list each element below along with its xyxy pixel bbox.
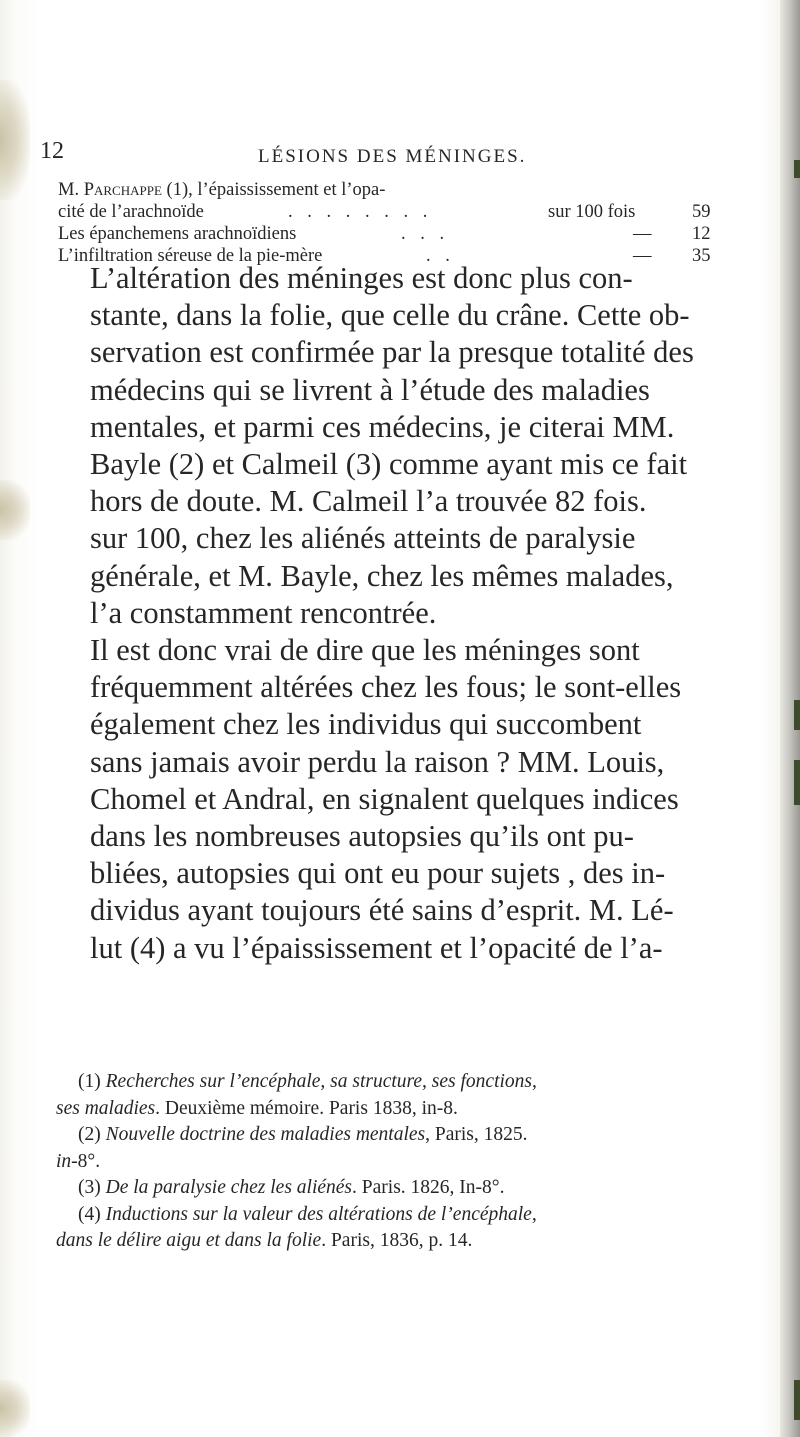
footnote-text: . Paris, 1836, p. 14. [321,1230,473,1251]
text-line: sans jamais avoir perdu la raison ? MM. Louis, [90,744,665,779]
footnote-text: -8°. [71,1150,101,1172]
footnote [56,1069,766,1096]
stat-value: 59 [692,202,711,222]
footnote-continuation [56,1228,766,1255]
book-spine-edge [780,0,800,1437]
footnote-continuation [56,1096,766,1123]
text-line: Chomel et Andral, en signalent quelques indices [90,781,679,816]
text-line: servation est confirmée par la presque totalité des [90,335,694,370]
leader-dots: . . . . . . . . [288,202,433,222]
leader-dots: . . . [401,224,450,244]
text-line: Bayle (2) et Calmeil (3) comme ayant mis ce fait [90,447,688,482]
stat-text: (1), l’épaississement et l’opa- [161,180,386,200]
footnote-title: ses maladies [56,1097,156,1119]
statistics-table [58,179,758,267]
footnote-text: . Deuxième mémoire. Paris 1838, in-8. [155,1097,458,1119]
page-stain [0,80,30,200]
footnote [56,1175,766,1202]
text-line: lut (4) a vu l’épaississement et l’opacité de l’a- [90,930,663,965]
stat-text: cité de l’arachnoïde [58,202,204,222]
stat-row [58,201,758,223]
text-line: stante, dans la folie, que celle du crâne. Cette ob- [90,298,690,333]
footnote-mark: (4) [78,1203,106,1225]
footnote-title: dans le délire aigu et dans la folie [56,1230,322,1251]
text-line: bliées, autopsies qui ont eu pour sujets , des in- [90,856,666,891]
page-number: 12 [40,138,64,164]
text-line: fréquemment altérées chez les fous; le sont-elles [90,670,682,705]
text-line: sur 100, chez les aliénés atteints de paralysie [90,521,636,556]
text-line: également chez les individus qui succombent [90,707,642,742]
stat-value: 35 [692,246,711,266]
text-line: dans les nombreuses autopsies qu’ils ont pu- [90,819,634,854]
text-line: mentales, et parmi ces médecins, je citerai MM. [90,409,675,444]
stat-text: Les épanchemens arachnoïdiens [58,224,297,244]
footnote-title: De la paralysie chez les aliénés [105,1177,353,1198]
stat-row [58,223,758,245]
binding-mark [794,760,800,805]
footnote-continuation [56,1149,766,1176]
text-line: L’altération des méninges est donc plus con- [90,261,633,295]
footnote [56,1202,766,1229]
text-line: dividus ayant toujours été sains d’esprit. M. Lé- [90,893,674,928]
paragraph [56,260,766,632]
text-line: Il est donc vrai de dire que les méninges sont [90,633,640,668]
binding-mark [794,1380,800,1420]
footnote-text: . Paris. 1826, In-8°. [352,1177,505,1198]
author-name: M. Parchappe [58,180,162,200]
page-stain [0,1380,30,1437]
paragraph [56,632,766,967]
ditto-dash: — [633,246,652,266]
footnote-mark: (1) [78,1071,106,1092]
binding-mark [794,700,800,730]
running-title: LÉSIONS DES MÉNINGES. [258,146,527,167]
binding-mark [794,160,800,178]
footnote-title: Recherches sur l’encéphale, sa structure, ses fonctions, [105,1071,537,1092]
stat-text: L’infiltration séreuse de la pie-mère [58,246,323,266]
footnote-mark: (2) [78,1124,106,1145]
text-line: hors de doute. M. Calmeil l’a trouvée 82 fois. [90,484,647,519]
footnote-title: in [56,1150,72,1172]
stat-value: 12 [692,224,711,244]
leader-dots: . . [426,246,455,266]
body-text [56,260,766,967]
text-line: médecins qui se livrent à l’étude des maladies [90,372,650,407]
footnote-title: Inductions sur la valeur des altérations de l’encéphale, [105,1203,537,1225]
ditto-dash: — [633,224,652,244]
footnotes [56,1069,766,1255]
stat-row [58,179,758,201]
page-stain [0,480,30,540]
stat-prefix: sur 100 fois [548,202,636,222]
footnote-mark: (3) [78,1177,106,1198]
footnote [56,1122,766,1149]
text-line: générale, et M. Bayle, chez les mêmes malades, [90,558,674,593]
footnote-title: Nouvelle doctrine des maladies mentales [105,1124,426,1145]
text-line: l’a constamment rencontrée. [90,595,437,630]
footnote-text: , Paris, 1825. [425,1124,528,1145]
